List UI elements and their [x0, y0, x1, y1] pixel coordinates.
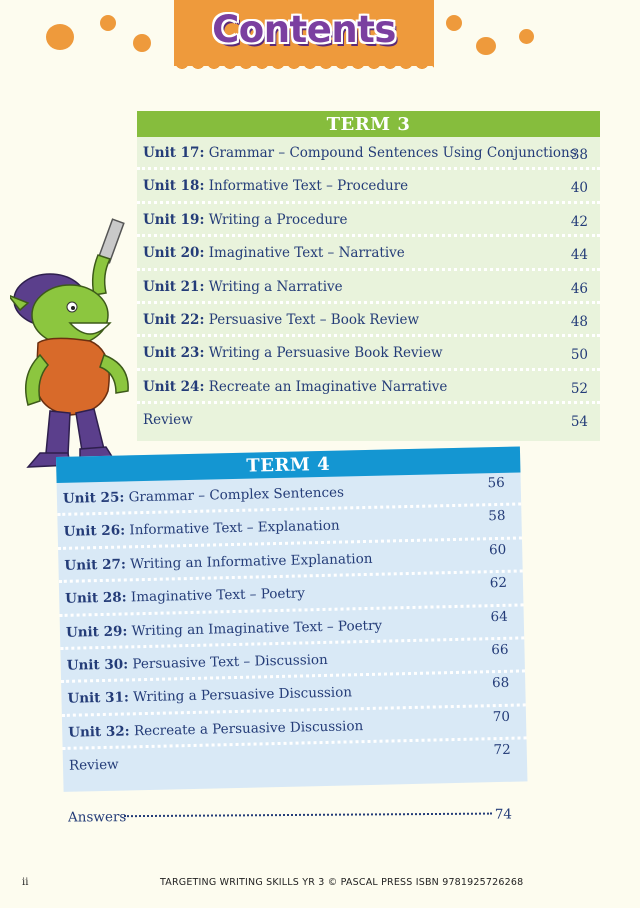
monster-with-pencil-icon — [10, 215, 150, 470]
footer-page-number: ii — [22, 877, 29, 888]
page-number: 56 — [487, 474, 505, 492]
page-number: 48 — [570, 313, 588, 330]
unit-number: Unit 18: — [143, 178, 205, 195]
page-number: 72 — [493, 741, 511, 759]
unit-number: Unit 17: — [143, 145, 205, 161]
leader-dots — [124, 813, 492, 818]
page-number: 54 — [570, 414, 588, 431]
page-number: 68 — [491, 675, 510, 692]
unit-title: Review — [68, 756, 119, 774]
unit-title: Review — [143, 412, 193, 429]
unit-number: Unit 22: — [143, 311, 205, 328]
footer-credit: TARGETING WRITING SKILLS YR 3 © PASCAL PRESS ISBN 9781925726268 — [160, 877, 524, 888]
toc-row[interactable] — [137, 404, 600, 437]
page-number: 40 — [570, 180, 588, 197]
answers-page-number: 74 — [494, 806, 513, 823]
unit-number: Unit 31: — [67, 689, 130, 708]
page-number: 64 — [490, 608, 508, 625]
unit-title: Writing a Procedure — [204, 211, 348, 228]
page-number: 60 — [488, 541, 507, 558]
toc-row[interactable] — [137, 137, 600, 170]
unit-number: Unit 24: — [143, 378, 205, 395]
term3-heading: TERM 3 — [137, 111, 600, 137]
toc-row[interactable] — [137, 271, 600, 304]
page-number: 52 — [570, 380, 588, 397]
page-number: 58 — [488, 508, 506, 525]
decor-dot — [476, 37, 496, 55]
unit-number: Unit 29: — [65, 622, 128, 641]
decor-dot — [46, 24, 74, 50]
page-number: 38 — [570, 147, 588, 163]
page-title: Contents — [212, 8, 396, 51]
toc-row[interactable] — [137, 237, 600, 270]
unit-number: Unit 32: — [68, 723, 130, 741]
title-banner-scallop — [174, 62, 434, 74]
toc-row[interactable] — [137, 170, 600, 203]
term4-table — [56, 446, 527, 791]
page-number: 46 — [570, 280, 588, 297]
unit-title: Imaginative Text – Poetry — [126, 585, 306, 606]
toc-row[interactable] — [137, 204, 600, 237]
page-number: 42 — [570, 213, 588, 230]
unit-title: Writing a Narrative — [204, 278, 343, 295]
unit-number: Unit 25: — [62, 489, 125, 507]
page-number: 50 — [570, 347, 588, 364]
unit-number: Unit 20: — [143, 245, 205, 262]
page-number: 62 — [489, 574, 508, 592]
decor-dot — [446, 15, 462, 31]
unit-number: Unit 21: — [143, 278, 205, 295]
decor-dot — [100, 15, 116, 31]
unit-number: Unit 26: — [63, 522, 126, 541]
unit-title: Writing an Informative Explanation — [125, 550, 373, 573]
decor-dot — [133, 34, 151, 52]
unit-title: Recreate an Imaginative Narrative — [204, 378, 448, 395]
unit-title: Writing an Imaginative Text – Poetry — [127, 617, 383, 639]
unit-title: Writing a Persuasive Discussion — [128, 684, 353, 706]
unit-title: Grammar – Compound Sentences Using Conjunctions — [204, 145, 577, 161]
term4-heading: TERM 4 — [56, 446, 520, 483]
answers-label: Answers — [67, 809, 127, 826]
unit-number: Unit 28: — [65, 589, 127, 607]
term4-rows — [57, 472, 528, 783]
page-number: 44 — [570, 247, 588, 264]
unit-number: Unit 23: — [143, 345, 205, 362]
answers-row[interactable] — [68, 806, 512, 825]
unit-title: Recreate a Persuasive Discussion — [129, 717, 364, 740]
term3-table — [137, 111, 600, 441]
unit-number: Unit 19: — [143, 211, 205, 228]
term3-rows — [137, 137, 600, 438]
unit-title: Grammar – Complex Sentences — [124, 484, 345, 506]
unit-title: Informative Text – Procedure — [204, 178, 409, 195]
toc-row[interactable] — [137, 337, 600, 370]
toc-row[interactable] — [137, 304, 600, 337]
decor-dot — [519, 29, 534, 44]
page-number: 70 — [492, 708, 511, 725]
unit-number: Unit 27: — [64, 556, 127, 574]
unit-title: Informative Text – Explanation — [124, 517, 340, 539]
unit-number: Unit 30: — [66, 656, 129, 674]
page-number: 66 — [491, 641, 509, 659]
unit-title: Writing a Persuasive Book Review — [204, 345, 443, 362]
unit-title: Imaginative Text – Narrative — [204, 245, 405, 262]
unit-title: Persuasive Text – Discussion — [127, 651, 328, 673]
toc-row[interactable] — [137, 371, 600, 404]
unit-title: Persuasive Text – Book Review — [204, 311, 420, 328]
